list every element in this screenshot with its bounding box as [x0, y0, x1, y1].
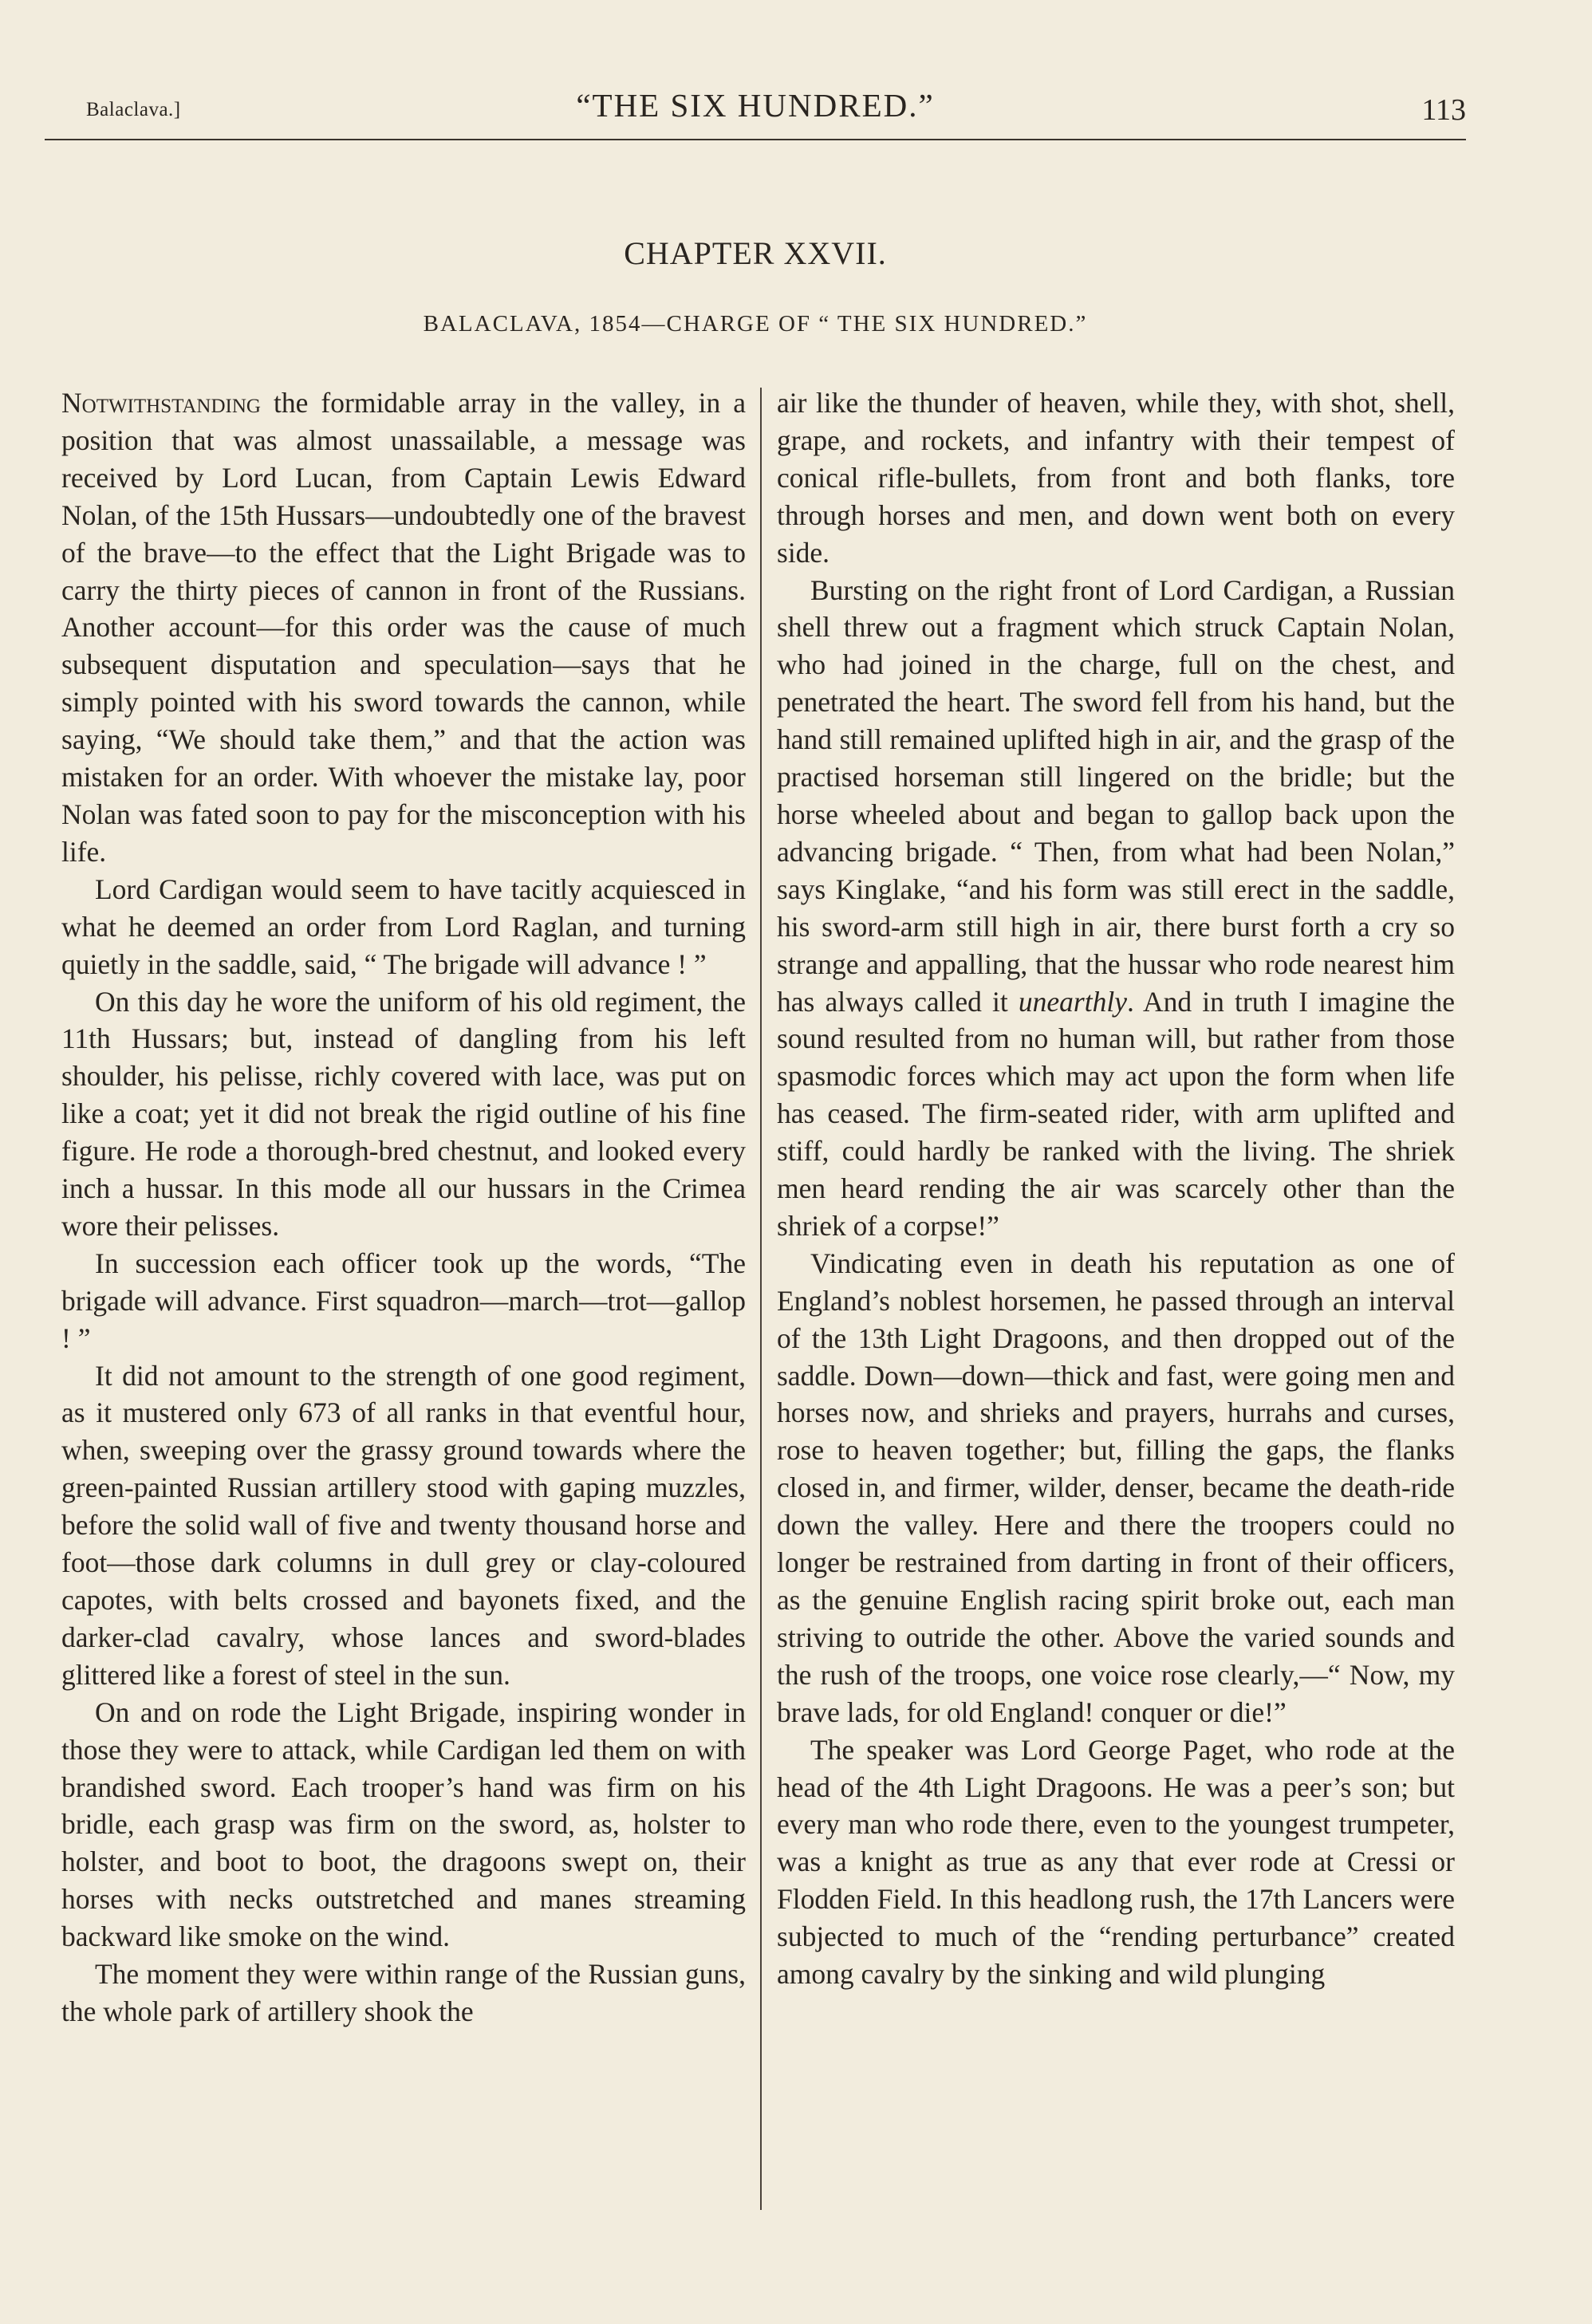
running-header	[45, 83, 1466, 139]
paragraph: Vindicating even in death his reputation as one of England’s noblest horsemen, he passed through an interval of the 13th Light Dragoons, and then dropped out of the saddle. Down—down—thick and fast, were going men and horses now, and shrieks and prayers, hurrahs and curses, rose to heaven together; but, filling the gaps, the flanks closed in, and firmer, wilder, denser, became the death-ride down the valley. Here and there the troopers could no longer be restrained from darting in front of their officers, as the genuine English racing spirit broke out, each man striving to outride the other. Above the varied sounds and the rush of the troops, one voice rose clearly,—“ Now, my brave lads, for old England! conquer or die!”	[777, 1247, 1455, 1728]
paragraph-lead-word: Notwithstanding	[61, 387, 261, 419]
right-column	[777, 384, 1455, 2227]
paragraph: In succession each officer took up the words, “The brigade will advance. First squadron—march—trot—gallop ! ”	[61, 1247, 746, 1354]
paragraph: It did not amount to the strength of one good regiment, as it mustered only 673 of all ranks in that eventful hour, when, sweeping over the grassy ground towards where the green-painted Russian artillery stood with gaping muzzles, before the solid wall of five and twenty thousand horse and foot—those dark columns in dull grey or clay-coloured capotes, with belts crossed and bayonets fixed, and the darker-clad cavalry, whose lances and sword-blades glittered like a forest of steel in the sun.	[61, 1359, 746, 1691]
chapter-title: CHAPTER XXVII.	[624, 235, 887, 271]
paragraph-text: Bursting on the right front of Lord Cardigan, a Russian shell threw out a fragment which struck Captain Nolan, who had joined in the charge, full on the chest, and penetrated the heart. The sword fell from his hand, but the hand still remained uplifted high in air, and the grasp of the practised horseman still lingered on the bridle; but the horse wheeled about and began to gallop back upon the advancing brigade. “ Then, from what had been Nolan,” says Kinglake, “and his form was still erect in the saddle, his sword-arm still high in air, there burst forth a cry so strange and appalling, that the hussar who rode nearest him has always called it	[777, 573, 1455, 1018]
paragraph: The speaker was Lord George Paget, who rode at the head of the 4th Light Dragoons. He was a peer’s son; but every man who rode there, even to the youngest trumpeter, was a knight as true as any that ever rode at Cressi or Flodden Field. In this headlong rush, the 17th Lancers were subjected to much of the “rending perturbance” created among cavalry by the sinking and wild plunging	[777, 1733, 1455, 1991]
chapter-subtitle: BALACLAVA, 1854—CHARGE OF “ THE SIX HUNDRED.”	[423, 311, 1088, 337]
running-head-left: Balaclava.]	[86, 99, 181, 120]
paragraph: Lord Cardigan would seem to have tacitly acquiesced in what he deemed an order from Lord Raglan, and turning quietly in the saddle, said, “ The brigade will advance ! ”	[61, 872, 746, 980]
paragraph: The moment they were within range of the Russian guns, the whole park of artillery shook the	[61, 1958, 746, 2027]
running-head-title: “THE SIX HUNDRED.”	[576, 87, 935, 124]
left-column	[61, 384, 746, 2227]
paragraph: On and on rode the Light Brigade, inspiring wonder in those they were to attack, while Cardigan led them on with brandished sword. Each trooper’s hand was firm on his bridle, each grasp was firm on the sword, as, holster to holster, and boot to boot, the dragoons swept on, their horses with necks outstretched and manes streaming backward like smoke on the wind.	[61, 1696, 746, 1953]
paragraph	[777, 572, 1455, 1245]
paragraph: On this day he wore the uniform of his old regiment, the 11th Hussars; but, instead of dangling from his left shoulder, his pelisse, richly covered with lace, was put on like a coat; yet it did not break the rigid outline of his fine figure. He rode a thorough-bred chestnut, and looked every inch a hussar. In this mode all our hussars in the Crimea wore their pelisses.	[61, 985, 746, 1242]
column-divider	[760, 388, 762, 2210]
italic-word: unearthly	[1018, 985, 1127, 1018]
header-rule	[45, 139, 1466, 140]
paragraph-text: the formidable array in the valley, in a position that was almost unassailable, a message was received by Lord Lucan, from Captain Lewis Edward Nolan, of the 15th Hussars—undoubtedly one of the bravest of the brave—to the effect that the Light Brigade was to carry the thirty pieces of cannon in front of the Russians. Another account—for this order was the cause of much subsequent disputation and speculation—says that he simply pointed with his sword towards the cannon, while saying, “We should take them,” and that the action was mistaken for an order. With whoever the mistake lay, poor Nolan was fated soon to pay for the misconception with his life.	[61, 387, 746, 868]
paragraph	[61, 384, 746, 871]
page-number: 113	[1421, 93, 1466, 127]
paragraph: air like the thunder of heaven, while they, with shot, shell, grape, and rockets, and infantry with their tempest of conical rifle-bullets, from front and both flanks, tore through horses and men, and down went both on every side.	[777, 387, 1455, 569]
paragraph-text: . And in truth I imagine the sound resulted from no human will, but rather from those spasmodic forces which may act upon the form when life has ceased. The firm-seated rider, with arm uplifted and stiff, could hardly be ranked with the living. The shriek men heard rending the air was scarcely other than the shriek of a corpse!”	[777, 985, 1455, 1242]
